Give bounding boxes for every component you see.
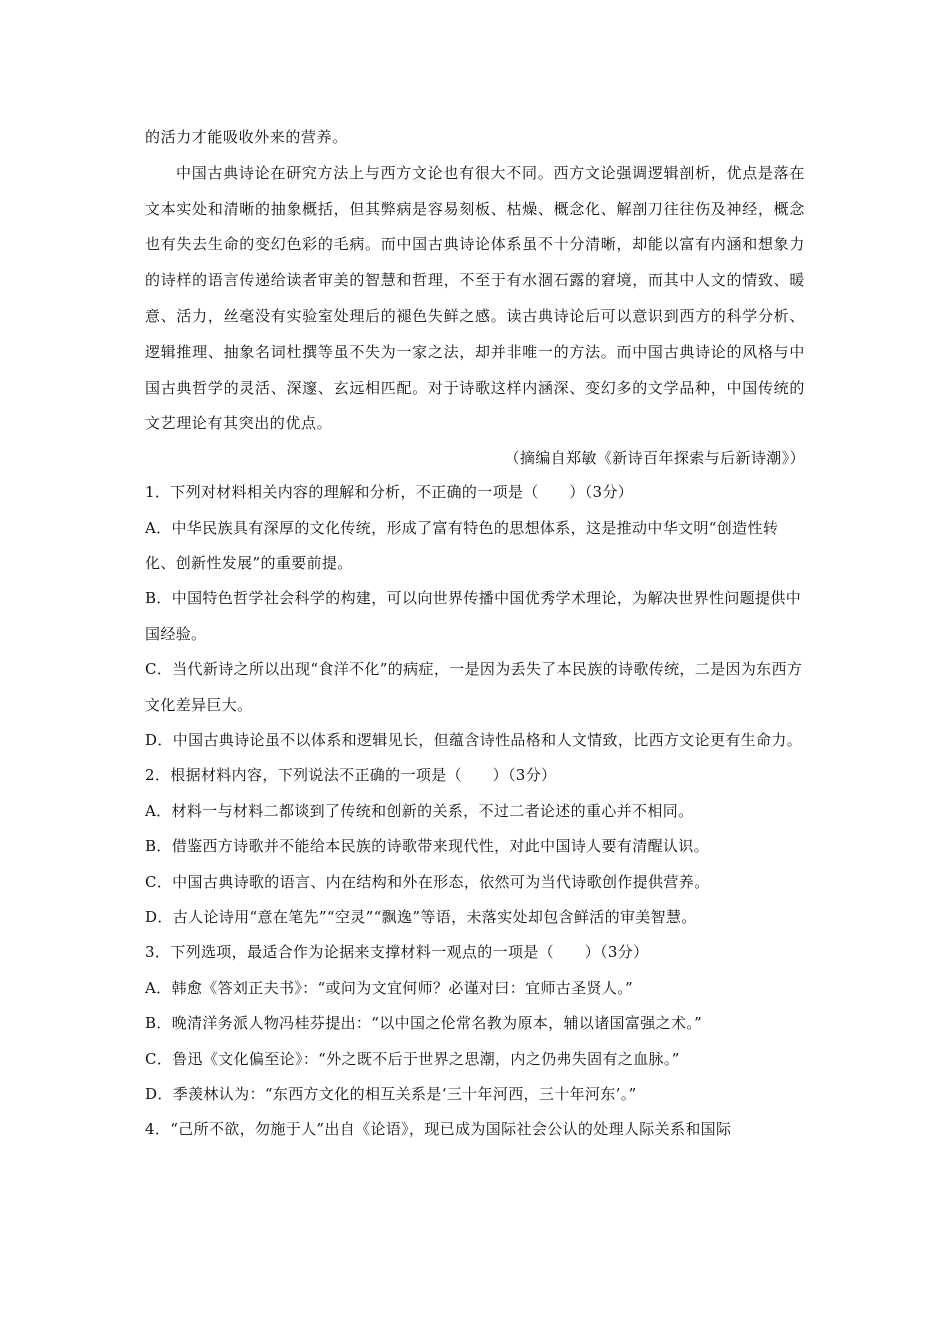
question-2-stem: 2．根据材料内容，下列说法不正确的一项是（ ）（3分） <box>145 766 557 785</box>
document-page <box>145 120 805 1148</box>
question-2-option-a: A．材料一与材料二都谈到了传统和创新的关系，不过二者论述的重心并不相同。 <box>145 801 694 820</box>
question-1-stem: 1．下列对材料相关内容的理解和分析，不正确的一项是（ ）（3分） <box>145 483 634 502</box>
passage-source: （摘编自郑敏《新诗百年探索与后新诗潮》） <box>504 449 805 468</box>
question-3-stem: 3．下列选项，最适合作为论据来支撑材料一观点的一项是（ ）（3分） <box>145 943 649 962</box>
question-3-option-a: A．韩愈《答刘正夫书》：“或问为文宜何师？必谨对曰：宜师古圣贤人。” <box>145 978 634 997</box>
question-1-option-d: D．中国古典诗论虽不以体系和逻辑见长，但蕴含诗性品格和人文情致，比西方文论更有生命力。 <box>145 731 803 750</box>
question-4-stem: 4．“己所不欲，勿施于人”出自《论语》，现已成为国际社会公认的处理人际关系和国际 <box>145 1120 732 1139</box>
question-3-option-c: C．鲁迅《文化偏至论》：“外之既不后于世界之思潮，内之仍弗失固有之血脉。” <box>145 1049 680 1068</box>
passage-paragraph-0: 的活力才能吸收外来的营养。 <box>145 128 348 146</box>
question-2-option-d: D．古人论诗用“意在笔先”“空灵”“飘逸”等语，未落实处却包含鲜活的审美智慧。 <box>145 908 697 927</box>
question-1-option-c: C．当代新诗之所以出现“食洋不化”的病症，一是因为丢失了本民族的诗歌传统，二是因为东西方文化差异巨大。 <box>145 660 803 714</box>
passage-paragraph-1: 中国古典诗论在研究方法上与西方文论也有很大不同。西方文论强调逻辑剖析，优点是落在文本实处和清晰的抽象概括，但其弊病是容易刻板、枯燥、概念化、解剖刀往往伤及神经，概念也有失去生命的变幻色彩的毛病。而中国古典诗论体系虽不十分清晰，却能以富有内涵和想象力的诗样的语言传递给读者审美的智慧和哲理，不至于有水涸石露的窘境，而其中人文的情致、暖意、活力，丝毫没有实验室处理后的褪色失鲜之感。读古典诗论后可以意识到西方的科学分析、逻辑推理、抽象名词杜撰等虽不失为一家之法，却并非唯一的方法。而中国古典诗论的风格与中国古典哲学的灵活、深邃、玄远相匹配。对于诗歌这样内涵深、变幻多的文学品种，中国传统的文艺理论有其突出的优点。 <box>145 163 805 433</box>
question-1-option-b: B．中国特色哲学社会科学的构建，可以向世界传播中国优秀学术理论，为解决世界性问题提供中国经验。 <box>145 589 802 643</box>
question-1-option-a: A．中华民族具有深厚的文化传统，形成了富有特色的思想体系，这是推动中华文明“创造性转化、创新性发展”的重要前提。 <box>145 518 779 572</box>
question-3-option-b: B．晚清洋务派人物冯桂芬提出：“以中国之伦常名教为原本，辅以诸国富强之术。” <box>145 1014 703 1033</box>
question-3-option-d: D．季羡林认为：“东西方文化的相互关系是‘三十年河西，三十年河东’。” <box>145 1085 637 1104</box>
question-2-option-b: B．借鉴西方诗歌并不能给本民族的诗歌带来现代性，对此中国诗人要有清醒认识。 <box>145 837 709 856</box>
question-2-option-c: C．中国古典诗歌的语言、内在结构和外在形态，依然可为当代诗歌创作提供营养。 <box>145 872 710 891</box>
